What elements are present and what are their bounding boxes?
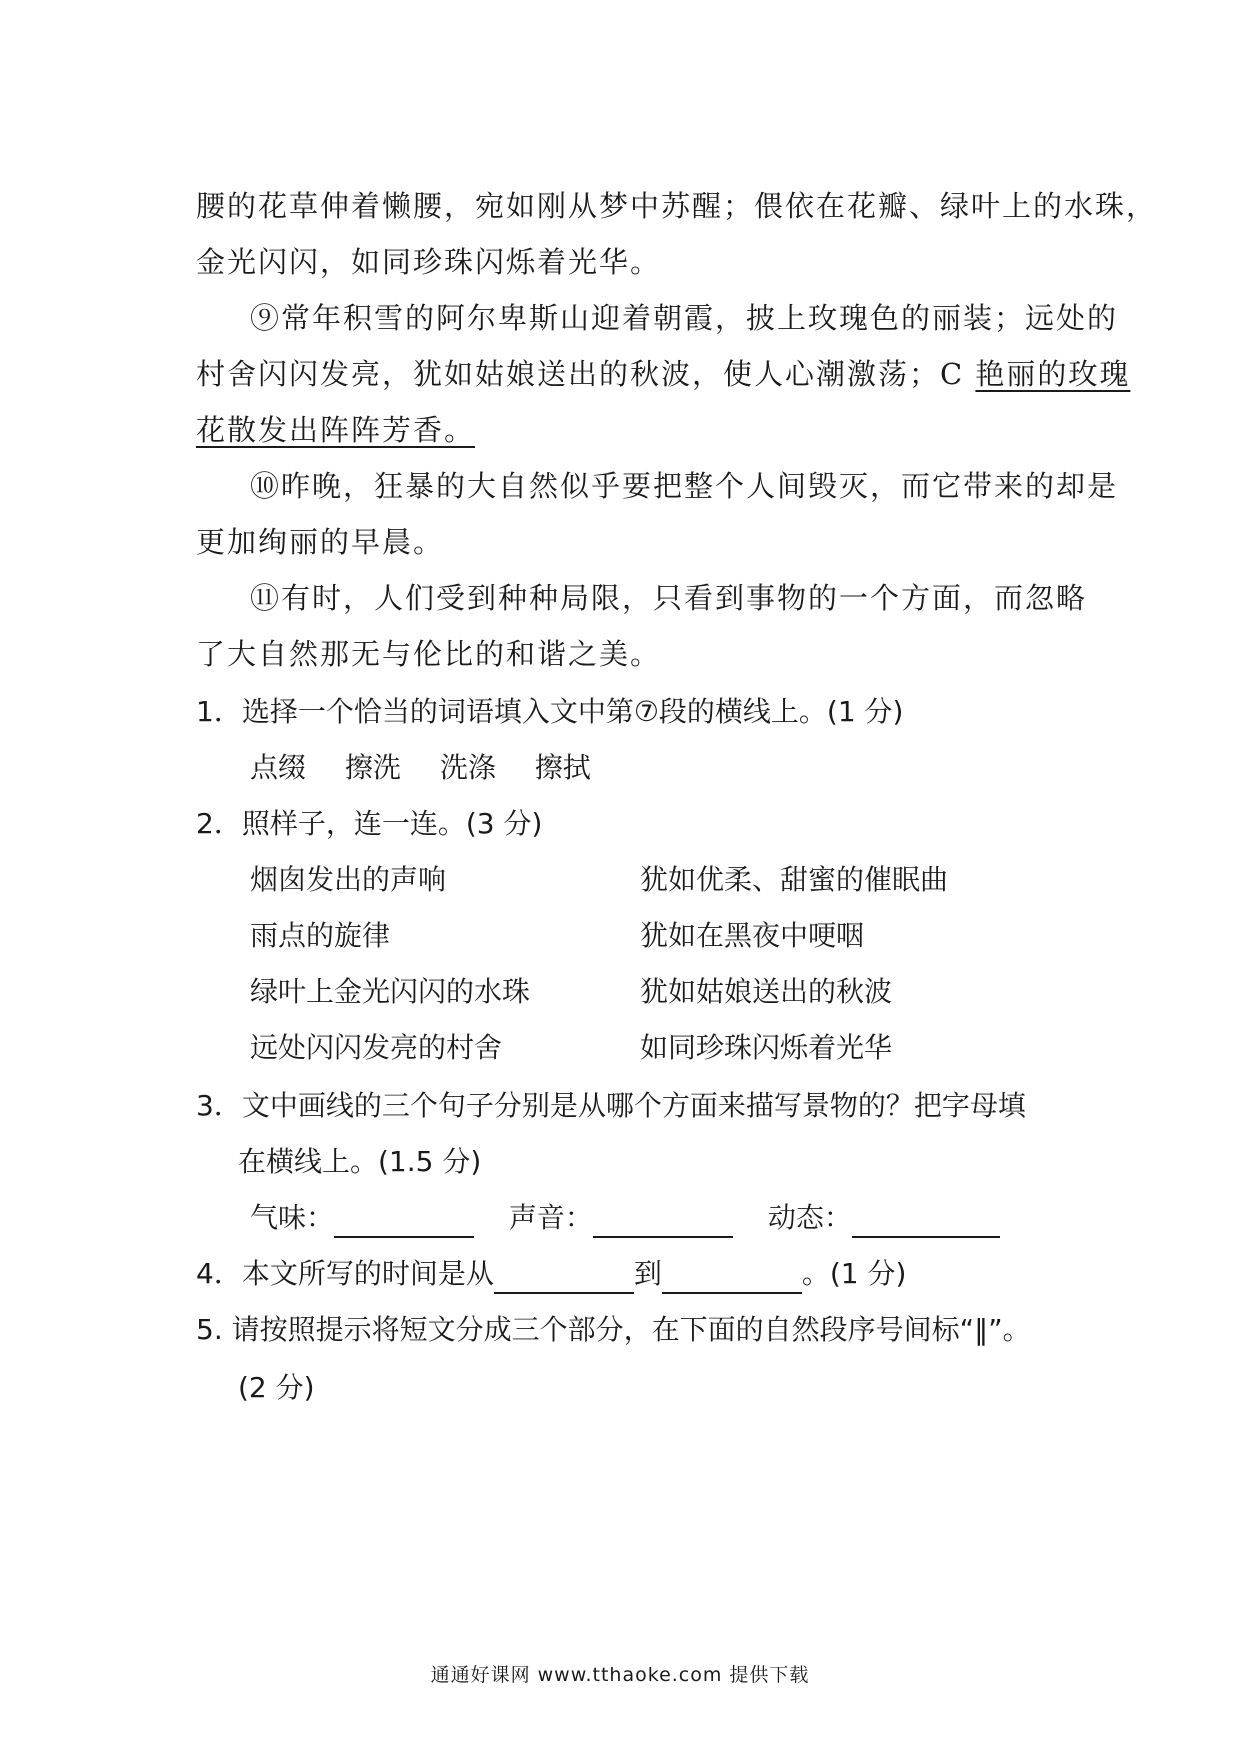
question-2: 2．照样子，连一连。(3 分) (196, 807, 543, 840)
blank-label: 动态： (767, 1201, 852, 1234)
question-5-continued: (2 分) (238, 1371, 315, 1404)
question-3: 3．文中画线的三个句子分别是从哪个方面来描写景物的？把字母填 (196, 1089, 1026, 1122)
blank-label: 声音： (508, 1201, 593, 1234)
paragraph-9-line: ⑨常年积雪的阿尔卑斯山迎着朝霞，披上玫瑰色的丽装；远处的 (250, 301, 1119, 335)
paragraph-10-line: ⑩昨晚，狂暴的大自然似乎要把整个人间毁灭，而它带来的却是 (250, 469, 1119, 503)
match-right-item: 犹如在黑夜中哽咽 (640, 919, 865, 952)
question-1: 1．选择一个恰当的词语填入文中第⑦段的横线上。(1 分) (196, 695, 904, 728)
question-4-middle: 到 (633, 1257, 662, 1290)
passage-line: 金光闪闪，如同珍珠闪烁着光华。 (196, 245, 662, 279)
option-word: 洗涤 (439, 751, 496, 784)
match-right-item: 犹如姑娘送出的秋波 (640, 975, 893, 1008)
blank-label: 气味： (250, 1201, 335, 1234)
question-4-prefix: 4．本文所写的时间是从 (196, 1257, 494, 1290)
paragraph-11-line: 了大自然那无与伦比的和谐之美。 (196, 637, 662, 671)
answer-blank[interactable] (662, 1262, 802, 1294)
question-3-continued: 在横线上。(1.5 分) (238, 1145, 482, 1178)
paragraph-9-text: 村舍闪闪发亮，犹如姑娘送出的秋波，使人心潮激荡；C (196, 357, 976, 391)
answer-blank[interactable] (494, 1262, 634, 1294)
answer-blank[interactable] (852, 1206, 1000, 1238)
option-word: 擦拭 (534, 751, 591, 784)
paragraph-9-line (196, 354, 1131, 394)
option-word: 擦洗 (344, 751, 401, 784)
answer-blank[interactable] (593, 1206, 733, 1238)
question-3-blanks (250, 1198, 1026, 1238)
question-1-options (250, 748, 621, 788)
paragraph-9-line (196, 410, 1036, 450)
blank-motion (768, 1198, 1000, 1238)
paragraph-11-line: ⑪有时，人们受到种种局限，只看到事物的一个方面，而忽略 (250, 581, 1088, 615)
question-4 (196, 1254, 906, 1294)
answer-blank[interactable] (334, 1206, 474, 1238)
option-word: 点缀 (250, 751, 307, 784)
question-5: 5. 请按照提示将短文分成三个部分，在下面的自然段序号间标“‖”。 (196, 1313, 1031, 1346)
question-4-suffix: 。(1 分) (801, 1257, 907, 1290)
match-left-item: 远处闪闪发亮的村舍 (250, 1031, 503, 1064)
footer-credit: 通通好课网 www.tthaoke.com 提供下载 (430, 1664, 810, 1686)
match-left-item: 雨点的旋律 (250, 919, 391, 952)
match-left-item: 烟囱发出的声响 (250, 863, 447, 896)
passage-line: 腰的花草伸着懒腰，宛如刚从梦中苏醒；偎依在花瓣、绿叶上的水珠， (196, 189, 1158, 223)
underlined-sentence-c: 花散发出阵阵芳香。 (196, 413, 476, 447)
match-right-item: 犹如优柔、甜蜜的催眠曲 (640, 863, 949, 896)
match-right-item: 如同珍珠闪烁着光华 (640, 1031, 893, 1064)
blank-smell (250, 1198, 474, 1238)
blank-sound (509, 1198, 733, 1238)
match-left-item: 绿叶上金光闪闪的水珠 (250, 975, 531, 1008)
paragraph-10-line: 更加绚丽的早晨。 (196, 525, 445, 559)
underlined-sentence-c: 艳丽的玫瑰 (975, 357, 1131, 391)
